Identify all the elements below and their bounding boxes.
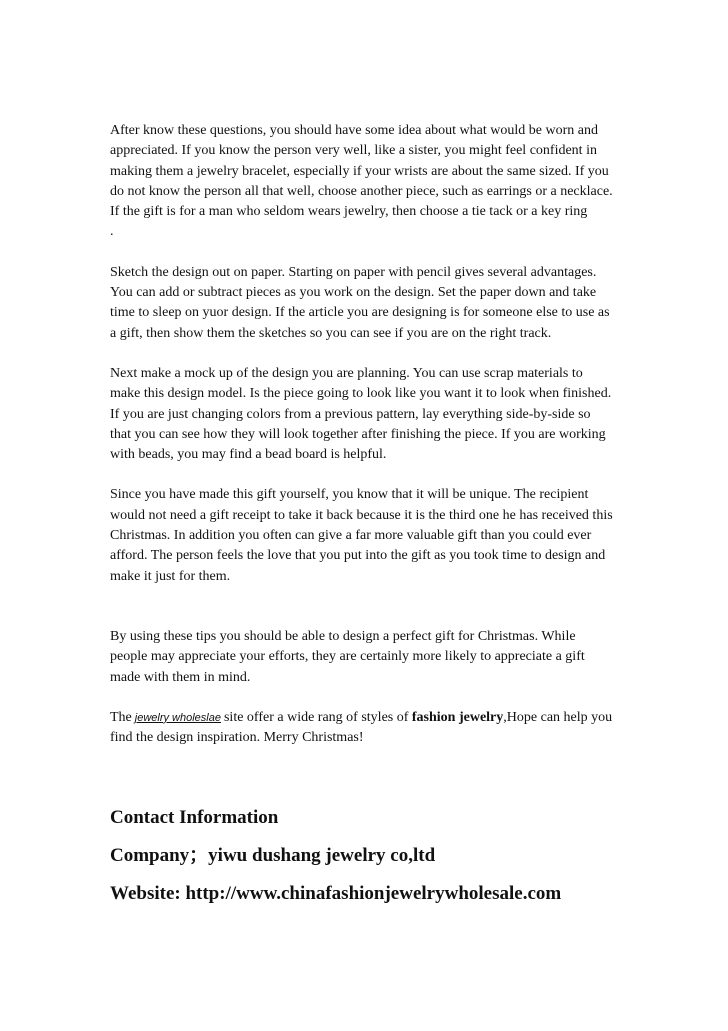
spacer xyxy=(110,830,615,844)
paragraph-period: . xyxy=(110,224,114,240)
spacer xyxy=(110,243,615,263)
spacer xyxy=(110,748,615,806)
closing-prefix: The xyxy=(110,709,132,725)
contact-company: Company；yiwu dushang jewelry co,ltd xyxy=(110,845,436,867)
spacer xyxy=(110,868,615,882)
jewelry-wholesale-link[interactable]: jewelry wholeslae xyxy=(134,711,221,724)
closing-middle: site offer a wide rang of styles of xyxy=(223,709,409,725)
spacer xyxy=(110,344,615,364)
paragraph-closing xyxy=(110,708,615,749)
closing-suffix: ,Hope can help you find the design inspiration. Merry Christmas! xyxy=(110,709,613,746)
contact-website: Website: http://www.chinafashionjewelrywholesale.com xyxy=(110,883,562,905)
paragraph-unique-gift: Since you have made this gift yourself, you know that it will be unique. The recipient would not need a gift receipt to take it back because it is the third one he has received this Christmas. In addition you often can give a far more valuable gift than you could ever afford. The person feels the love that you put into the gift as you took time to design and make it just for them. xyxy=(110,487,613,584)
document-page xyxy=(110,121,615,906)
spacer xyxy=(110,587,615,627)
spacer xyxy=(110,688,615,708)
paragraph-sketch: Sketch the design out on paper. Starting on paper with pencil gives several advantages. You can add or subtract pieces as you work on the design. Set the paper down and take time to sleep on yuor design. If the article you are designing is for someone else to use as a gift, then show them the sketches so you can see if you are on the right track. xyxy=(110,264,610,341)
fashion-jewelry-bold: fashion jewelry xyxy=(411,709,504,725)
contact-heading: Contact Information xyxy=(110,807,279,829)
paragraph-mockup: Next make a mock up of the design you are planning. You can use scrap materials to make this design model. Is the piece going to look like you want it to look when finished. If you are just changing colors from a previous pattern, lay everything side-by-side so that you can see how they will look together after finishing the piece. If you are working with beads, you may find a bead board is helpful. xyxy=(110,365,612,463)
spacer xyxy=(110,465,615,485)
paragraph-questions: After know these questions, you should have some idea about what would be worn and appreciated. If you know the person very well, like a sister, you might feel confident in making them a jewelry bracelet, especially if your wrists are about the same sized. If you do not know the person all that well, choose another piece, such as earrings or a necklace. If the gift is for a man who seldom wears jewelry, then choose a tie tack or a key ring xyxy=(110,123,613,220)
paragraph-tips: By using these tips you should be able to design a perfect gift for Christmas. While people may appreciate your efforts, they are certainly more likely to appreciate a gift made with them in mind. xyxy=(110,628,585,685)
